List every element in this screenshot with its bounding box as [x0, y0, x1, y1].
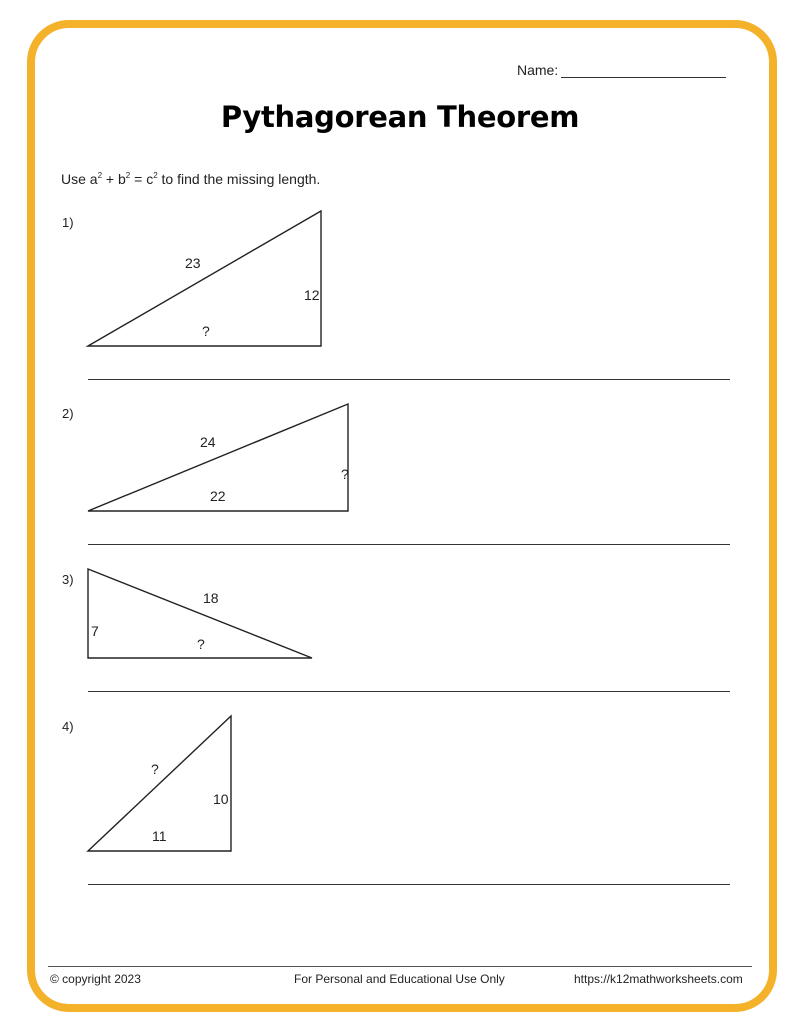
worksheet-title: Pythagorean Theorem [220, 100, 580, 134]
problem-1-hypotenuse-label: 23 [185, 255, 201, 271]
problem-4-hypotenuse-label: ? [151, 761, 159, 777]
problem-3-answer-line [88, 691, 730, 692]
footer-divider [48, 966, 752, 967]
problem-3-hypotenuse-label: 18 [203, 590, 219, 606]
problem-4-horizontal-leg-label: 11 [152, 828, 167, 844]
problem-4-vertical-leg-label: 10 [213, 791, 229, 807]
problem-4-number: 4) [62, 719, 74, 734]
problem-3-vertical-leg-label: 7 [91, 623, 99, 639]
problem-1-vertical-leg-label: 12 [304, 287, 320, 303]
name-label: Name: [517, 62, 559, 78]
problem-1-answer-line [88, 379, 730, 380]
problem-2-horizontal-leg-label: 22 [210, 488, 226, 504]
footer-usage-notice: For Personal and Educational Use Only [294, 972, 505, 986]
problem-3-number: 3) [62, 572, 74, 587]
problem-1-number: 1) [62, 215, 74, 230]
problem-2-hypotenuse-label: 24 [200, 434, 216, 450]
problem-2-vertical-leg-label: ? [341, 466, 349, 482]
footer-website-link[interactable]: https://k12mathworksheets.com [574, 972, 743, 986]
problem-4-answer-line [88, 884, 730, 885]
footer-copyright: © copyright 2023 [50, 972, 141, 986]
problem-1-horizontal-leg-label: ? [202, 323, 210, 339]
instructions: Use $a^2 + b^2 = c^2$ to find the missing length. [61, 171, 321, 187]
problem-2-number: 2) [62, 406, 74, 421]
problem-3-horizontal-leg-label: ? [197, 636, 205, 652]
problem-2-answer-line [88, 544, 730, 545]
